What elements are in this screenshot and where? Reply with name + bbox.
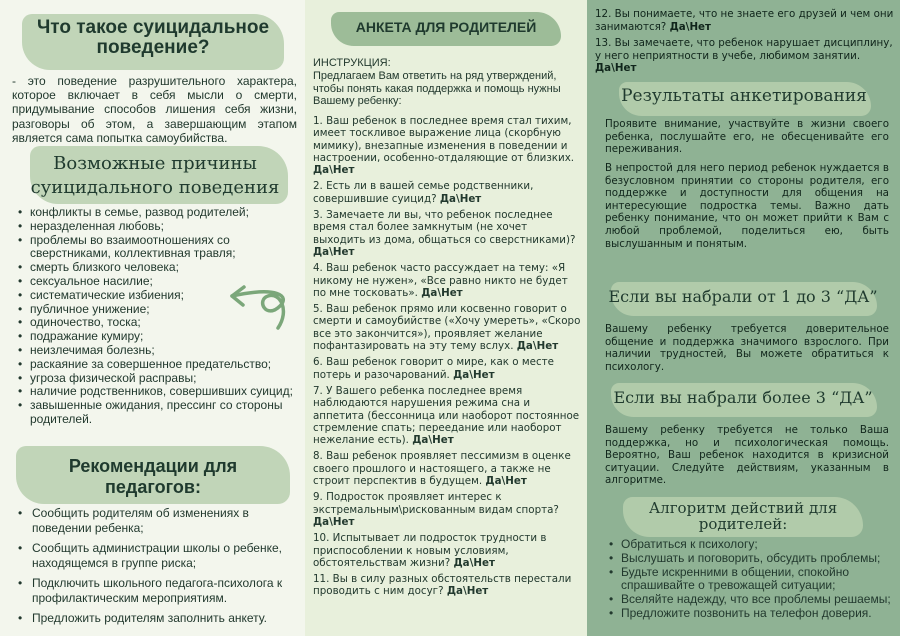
cause-item: • подражание кумиру; (18, 330, 304, 344)
question-text: 2. Есть ли в вашей семье родственники, совершившие суицид? (313, 180, 534, 205)
answer-yes-no: Да\Нет (439, 192, 482, 205)
answer-yes-no: Да\Нет (669, 20, 712, 33)
score-more-3-text: Вашему ребенку требуется не только Ваша поддержка, но и психологическая помощь. Вероятно, Ваш ребенок находится в кризисной ситуации. Следуйте действиям, указанным в алгоритме. (605, 424, 889, 487)
recommendation-item: • Подключить школьного педагога-психолога к профилактическим мероприятиям. (18, 576, 300, 606)
cause-item: • завышенные ожидания, прессинг со стороны родителей. (18, 399, 304, 427)
answer-yes-no: Да\Нет (453, 368, 495, 381)
recommendations-list (18, 506, 300, 631)
cause-item: • смерть близкого человека; (18, 261, 304, 275)
algorithm-item: • Выслушать и поговорить, обсудить проблемы; (609, 552, 895, 566)
answer-yes-no: Да\Нет (595, 62, 637, 75)
question-text: 13. Вы замечаете, что ребенок нарушает дисциплину, у него неприятности в учебе, любимом занятии. (595, 37, 893, 62)
question-text: 3. Замечаете ли вы, что ребенок последнее время стал более замкнутым (не хочет выходить из дома, общаться со сверстниками)? (313, 209, 576, 246)
heading-questionnaire: АНКЕТА ДЛЯ РОДИТЕЛЕЙ (355, 19, 537, 35)
question-item (595, 8, 895, 33)
answer-yes-no: Да\Нет (453, 556, 495, 569)
cause-item: • публичное унижение; (18, 303, 304, 317)
cause-item: • угроза физической расправы; (18, 372, 304, 386)
heading-score-more-3: Если вы набрали более 3 “ДА” (613, 388, 873, 407)
question-text: 7. У Вашего ребенка последнее время наблюдаются нарушения режима сна и аппетита (бессонница или наоборот постоянное стремление спать; переедание или наоборот нежелание есть). (313, 384, 580, 447)
algorithm-item: • Будьте искренними в общении, спокойно спрашивайте о тревожащей ситуации; (609, 566, 895, 594)
question-text: 10. Испытывает ли подросток трудности в приспособлении к новым условиям, обстоятельствам жизни? (313, 532, 547, 569)
answer-yes-no: Да\Нет (313, 515, 355, 528)
question-text: 8. Ваш ребенок проявляет пессимизм в оценке своего прошлого и настоящего, а также не строит перспектив в будущем. (313, 450, 571, 488)
algorithm-item: • Обратиться к психологу; (609, 538, 895, 552)
question-text: 9. Подросток проявляет интерес к экстремальным\рискованным видам спорта? (313, 491, 559, 516)
recommendation-item: • Сообщить администрации школы о ребенке, находящемся в группе риска; (18, 541, 300, 571)
question-item (313, 262, 581, 299)
question-item (313, 209, 581, 258)
question-text: 4. Ваш ребенок часто рассуждает на тему: «Я никому не нужен», «Все равно никто не будет по мне тосковать». (313, 262, 568, 299)
recommendation-item: • Предложить родителям заполнить анкету. (18, 611, 300, 626)
algorithm-list (609, 538, 895, 621)
question-item (313, 532, 581, 569)
cause-item: • сексуальное насилие; (18, 275, 304, 289)
question-item (313, 573, 581, 598)
question-text: 1. Ваш ребенок в последнее время стал тихим, имеет тоскливое выражение лица (скорбную мимику), внезапные изменения в поведении и настроении, особенно-отдаляющие от близких. (313, 115, 575, 164)
question-item (313, 450, 581, 487)
algorithm-item: • Вселяйте надежду, что все проблемы решаемы; (609, 593, 895, 607)
heading-results: Результаты анкетирования (621, 86, 867, 106)
question-item (313, 385, 581, 446)
answer-yes-no: Да\Нет (485, 475, 527, 488)
cause-item: • проблемы во взаимоотношениях со сверстниками, коллективная травля; (18, 234, 304, 262)
heading-score-1-to-3: Если вы набрали от 1 до 3 “ДА” (608, 287, 878, 306)
column-right (587, 0, 900, 636)
results-paragraph-2: В непростой для него период ребенок нуждается в безусловном принятии со стороны родителя, его поддержке и доступности для общения на интересующие подростка темы. Важно дать ребенку понимание, что он может прийти к Вам с любой проблемой, поделиться ею, быть выслушанным и понятым. (605, 162, 889, 250)
question-text: 12. Вы понимаете, что не знаете его друзей и чем они занимаются? (595, 8, 894, 33)
heading-possible-causes: Возможные причины суицидального поведения (30, 153, 280, 198)
question-text: 6. Ваш ребенок говорит о мире, как о месте потерь и разочарований. (313, 356, 554, 381)
results-paragraph-1: Проявите внимание, участвуйте в жизни своего ребенка, послушайте его, не обесценивайте его переживания. (605, 118, 889, 156)
question-item (313, 115, 581, 176)
cause-item: • неизлечимая болезнь; (18, 344, 304, 358)
answer-yes-no: Да\Нет (313, 245, 355, 258)
heading-recommendations: Рекомендации для педагогов: (68, 456, 238, 497)
instruction-label: ИНСТРУКЦИЯ: (313, 57, 391, 69)
curved-arrow-icon (226, 262, 294, 334)
question-text: 11. Вы в силу разных обстоятельств перестали проводить с ним досуг? (313, 573, 572, 598)
question-item (313, 303, 581, 352)
cause-item: • раскаяние за совершенное предательство; (18, 358, 304, 372)
question-item (313, 180, 581, 205)
answer-yes-no: Да\Нет (421, 286, 463, 299)
instruction-text: Предлагаем Вам ответить на ряд утверждений, чтобы понять какая поддержка и помощь нужны Вашему ребенку: (313, 70, 561, 108)
heading-suicidal-behavior: Что такое суицидальное поведение? (36, 17, 270, 58)
heading-algorithm: Алгоритм действий для родителей: (648, 499, 838, 533)
cause-item: • одиночество, тоска; (18, 316, 304, 330)
algorithm-item: • Предложите позвонить на телефон доверия. (609, 607, 895, 621)
cause-item: • наличие родственников, совершивших суицид; (18, 385, 304, 399)
recommendation-item: • Сообщить родителям об изменениях в поведении ребенка; (18, 506, 300, 536)
score-1-to-3-text: Вашему ребенку требуется доверительное общение и поддержка значимого взрослого. При наличии трудностей, Вы можете обратиться к психологу. (605, 323, 889, 373)
question-text: 5. Ваш ребенок прямо или косвенно говорит о смерти и самоубийстве («Хочу умереть», «Скоро все это закончится»), проявляет желание пофантазировать на эту тему вслух. (313, 303, 581, 353)
question-item (595, 37, 895, 75)
cause-item: • конфликты в семье, развод родителей; (18, 206, 304, 220)
questions-list (313, 115, 581, 602)
column-middle (305, 0, 587, 636)
cause-item: • неразделенная любовь; (18, 220, 304, 234)
answer-yes-no: Да\Нет (412, 434, 454, 447)
definition-text: - это поведение разрушительного характера, которое включает в себя мысли о смерти, придумывание способов лишения себя жизни, разговоры об этом, а завершающим этапом является сама попытка самоубийства. (12, 74, 297, 145)
answer-yes-no: Да\Нет (446, 585, 489, 598)
column-left (0, 0, 305, 636)
answer-yes-no: Да\Нет (313, 164, 355, 177)
cause-item: • систематические избиения; (18, 289, 304, 303)
question-item (313, 491, 581, 528)
questions-list-continued (595, 8, 895, 79)
answer-yes-no: Да\Нет (516, 340, 559, 353)
question-item (313, 356, 581, 381)
